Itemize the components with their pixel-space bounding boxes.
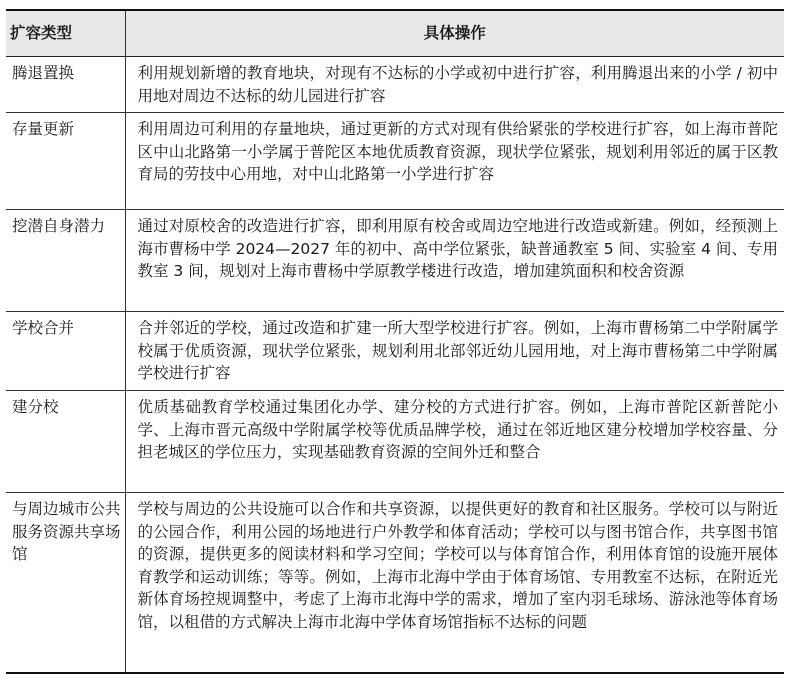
table-row: [6, 57, 784, 113]
table-row: [6, 493, 784, 673]
row-type-cell: 存量更新: [6, 113, 125, 210]
row-detail-cell: 合并邻近的学校，通过改造和扩建一所大型学校进行扩容。例如，上海市曹杨第二中学附属学校属于优质资源，现状学位紧张，规划利用北部邻近幼儿园用地，对上海市曹杨第二中学附属学校进行扩容: [125, 312, 784, 391]
table-header: [6, 10, 784, 57]
header-row: [6, 10, 784, 57]
table-body: [6, 57, 784, 673]
table-row: [6, 113, 784, 210]
table-row: [6, 391, 784, 493]
row-type-cell: 与周边城市公共服务资源共享场馆: [6, 493, 125, 673]
row-detail-cell: 通过对原校舍的改造进行扩容，即利用原有校舍或周边空地进行改造或新建。例如，经预测上海市曹杨中学 2024—2027 年的初中、高中学位紧张，缺普通教室 5 间、实验室 4 间、专用教室 3 间，规划对上海市曹杨中学原教学楼进行改造，增加建筑面积和校舍资源: [125, 210, 784, 312]
row-detail-cell: 利用规划新增的教育地块，对现有不达标的小学或初中进行扩容，利用腾退出来的小学 / 初中用地对周边不达标的幼儿园进行扩容: [125, 57, 784, 113]
row-detail-cell: 利用周边可利用的存量地块，通过更新的方式对现有供给紧张的学校进行扩容，如上海市普陀区中山北路第一小学属于普陀区本地优质教育资源，现状学位紧张，规划利用邻近的属于区教育局的劳技中心用地，对中山北路第一小学进行扩容: [125, 113, 784, 210]
row-type-cell: 腾退置换: [6, 57, 125, 113]
row-type-cell: 建分校: [6, 391, 125, 493]
row-detail-cell: 优质基础教育学校通过集团化办学、建分校的方式进行扩容。例如，上海市普陀区新普陀小学、上海市晋元高级中学附属学校等优质品牌学校，通过在邻近地区建分校增加学校容量、分担老城区的学位压力，实现基础教育资源的空间外迁和整合: [125, 391, 784, 493]
table-row: [6, 210, 784, 312]
expansion-types-table: [6, 9, 784, 674]
row-detail-cell: 学校与周边的公共设施可以合作和共享资源，以提供更好的教育和社区服务。学校可以与附近的公园合作，利用公园的场地进行户外教学和体育活动；学校可以与图书馆合作，共享图书馆的资源，提供更多的阅读材料和学习空间；学校可以与体育馆合作，利用体育馆的设施开展体育教学和运动训练；等等。例如，上海市北海中学由于体育场馆、专用教室不达标，在附近光新体育场控规调整中，考虑了上海市北海中学的需求，增加了室内羽毛球场、游泳池等体育场馆，以租借的方式解决上海市北海中学体育场馆指标不达标的问题: [125, 493, 784, 673]
row-type-cell: 挖潜自身潜力: [6, 210, 125, 312]
table-row: [6, 312, 784, 391]
header-expansion-type: 扩容类型: [6, 10, 125, 57]
row-type-cell: 学校合并: [6, 312, 125, 391]
header-specific-operation: 具体操作: [125, 10, 784, 57]
